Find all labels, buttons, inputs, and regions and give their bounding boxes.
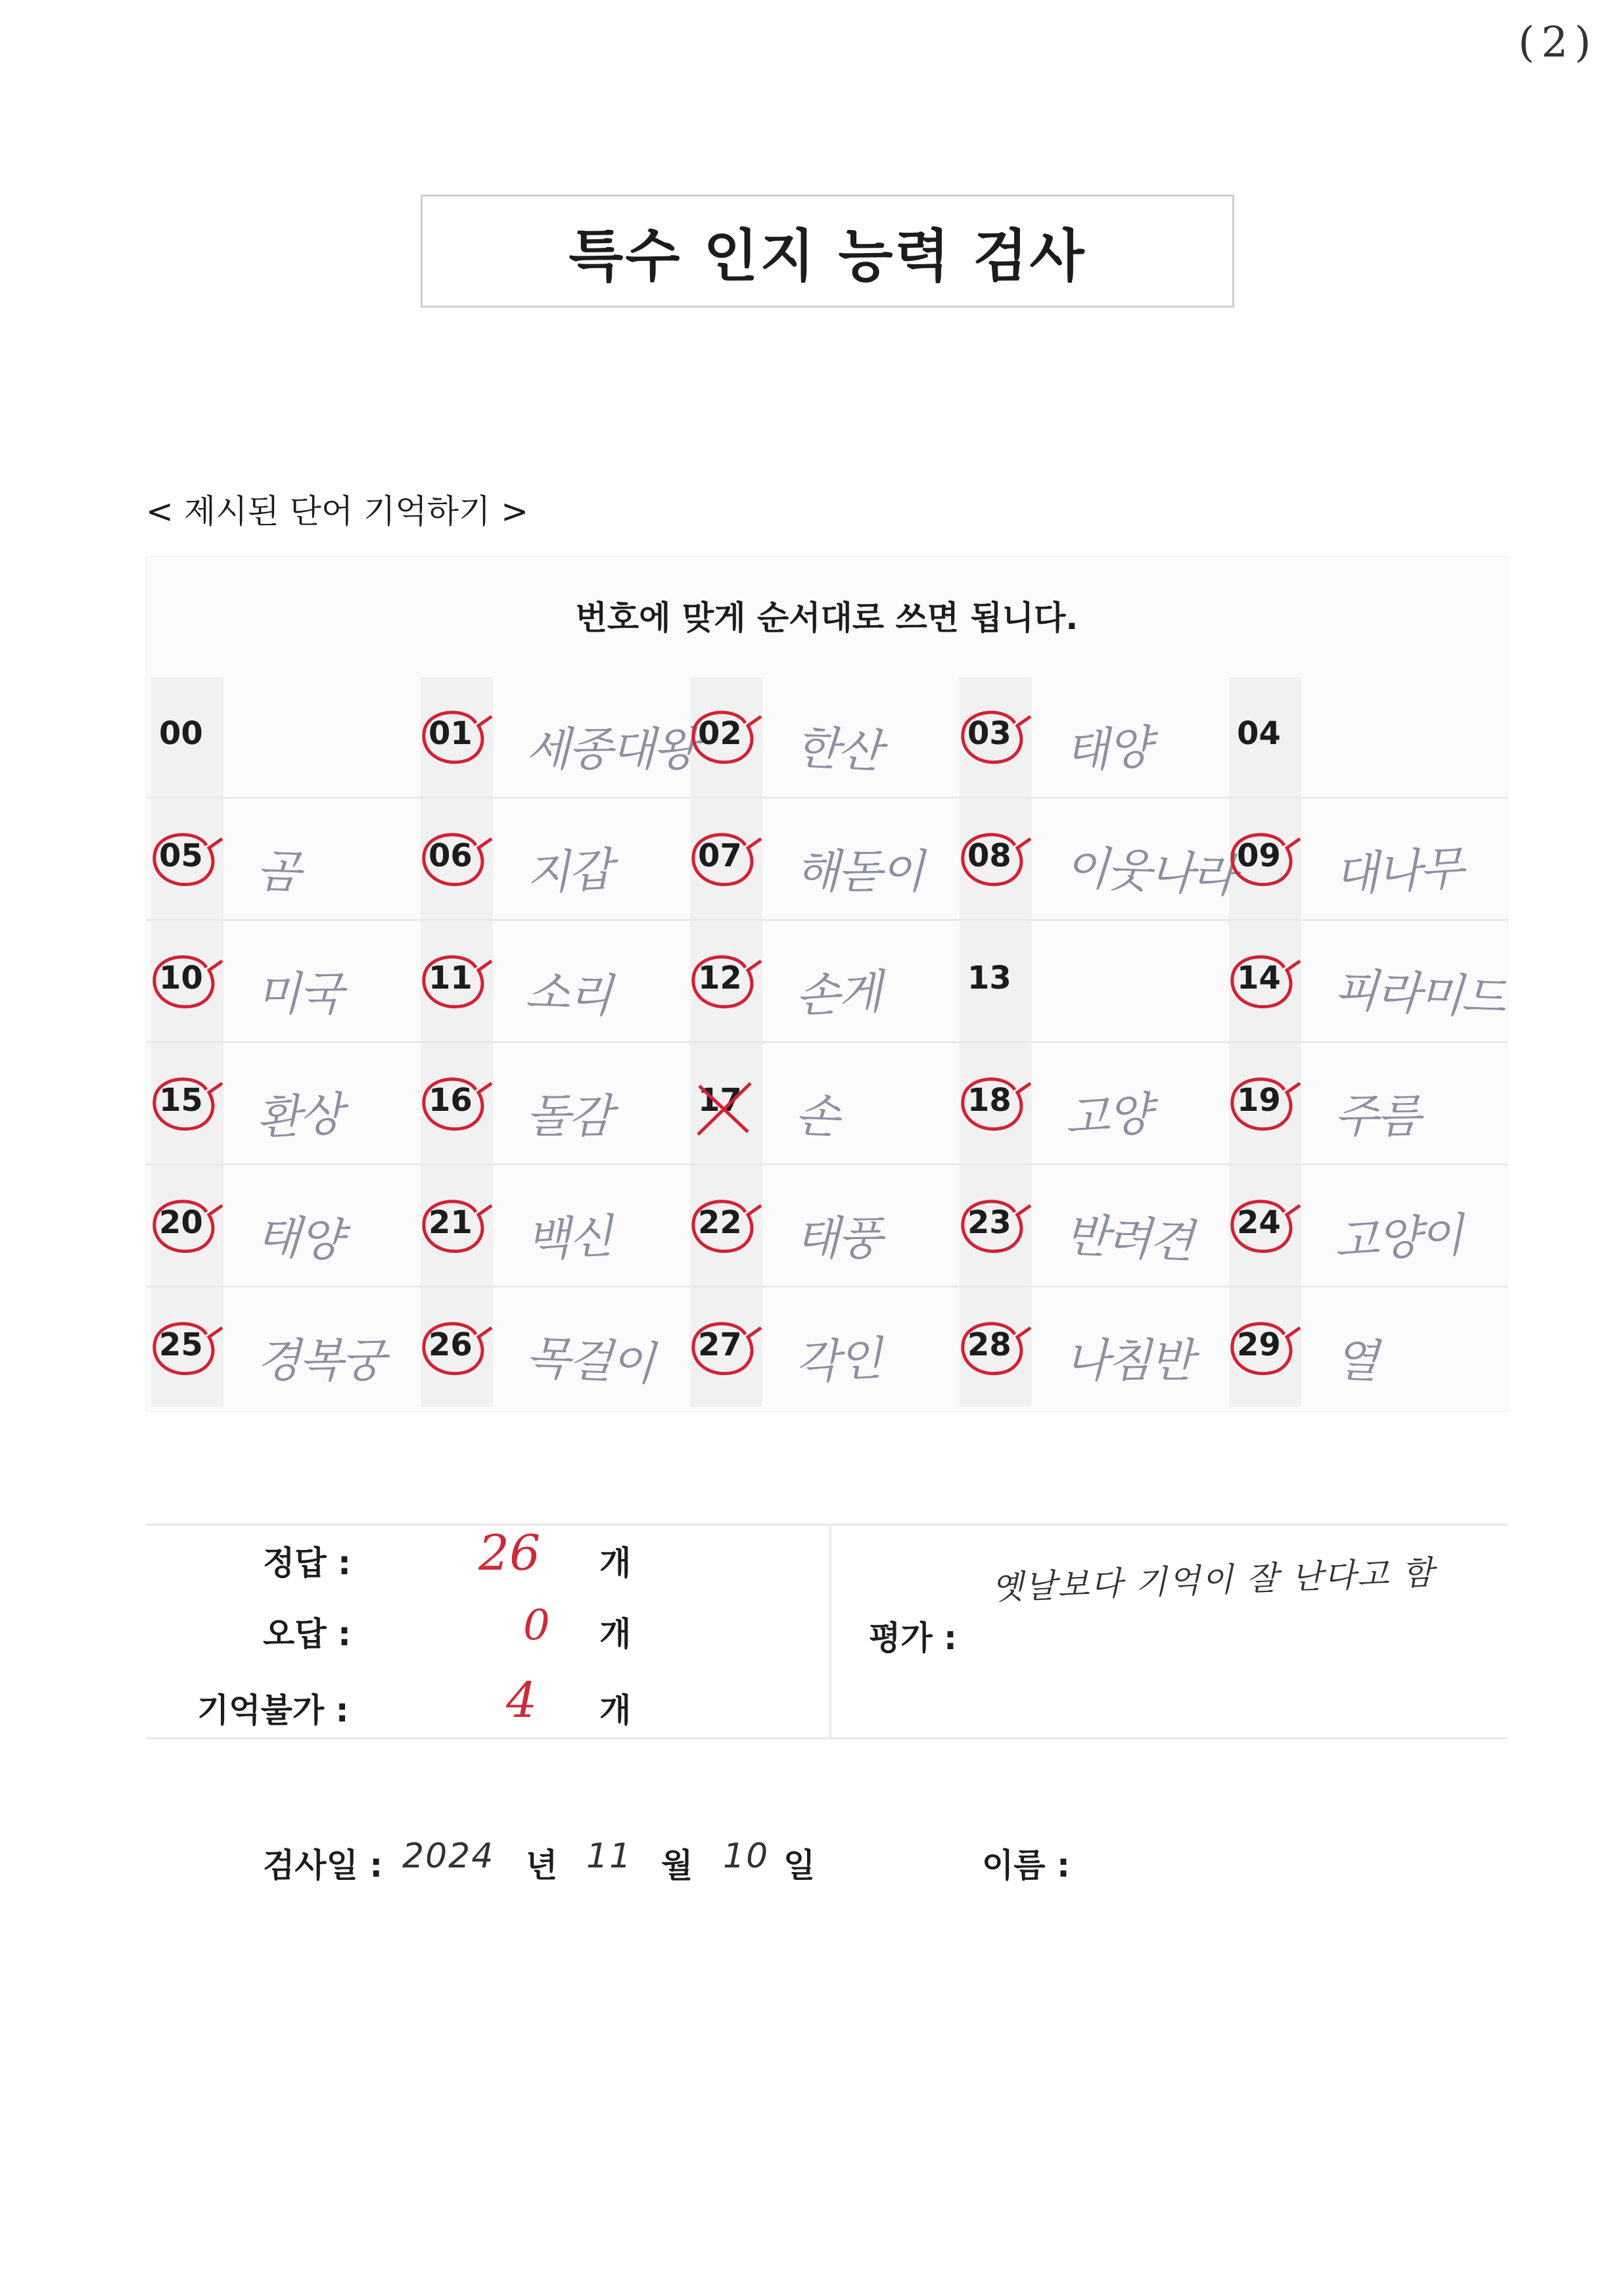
item-number: 03 — [967, 715, 1011, 752]
item-number: 12 — [698, 960, 742, 996]
title-text: 특수 인지 능력 검사 — [568, 223, 1086, 289]
check-circle-icon — [685, 1315, 770, 1394]
item-number: 20 — [159, 1204, 203, 1241]
handwritten-answer: 미국 — [256, 967, 342, 1021]
item-number: 13 — [967, 960, 1011, 996]
item-number: 08 — [967, 837, 1011, 874]
test-year: 2024 — [402, 1837, 495, 1876]
word-cell — [1236, 689, 1498, 794]
handwritten-answer: 돌감 — [526, 1089, 611, 1143]
row-divider — [146, 1041, 1508, 1043]
handwritten-answer: 지갑 — [524, 842, 613, 901]
handwritten-answer: 나침반 — [1065, 1334, 1192, 1388]
test-date-label: 검사일 : — [263, 1846, 383, 1885]
check-circle-icon — [146, 1070, 231, 1149]
check-circle-icon — [415, 1070, 501, 1149]
year-unit: 년 — [526, 1846, 558, 1885]
red-circle-stroke — [154, 1324, 222, 1374]
row-divider — [146, 797, 1508, 799]
item-number: 27 — [698, 1326, 742, 1363]
check-circle-icon — [685, 703, 770, 782]
item-number: 16 — [429, 1082, 473, 1119]
red-circle-stroke — [693, 713, 761, 762]
red-circle-stroke — [1232, 1202, 1300, 1252]
handwritten-answer: 열 — [1332, 1332, 1378, 1389]
item-number: 14 — [1237, 960, 1281, 996]
handwritten-answer: 백신 — [524, 1209, 613, 1268]
check-circle-icon — [1224, 826, 1309, 904]
instructions: 번호에 맞게 순서대로 쓰면 됩니다. — [575, 599, 1079, 637]
item-number: 02 — [698, 715, 742, 752]
check-circle-icon — [954, 826, 1040, 904]
word-cell — [427, 689, 696, 794]
word-cell — [966, 689, 1229, 794]
handwritten-answer: 태양 — [254, 1209, 343, 1268]
item-number: 09 — [1237, 837, 1281, 874]
item-number: 19 — [1237, 1082, 1281, 1119]
check-circle-icon — [146, 1192, 231, 1271]
evaluation-label: 평가 : — [869, 1619, 958, 1657]
word-cell — [427, 811, 690, 916]
red-circle-stroke — [154, 1202, 222, 1252]
forgot-label: 기억불가 : — [197, 1691, 349, 1729]
check-circle-icon — [1224, 948, 1309, 1027]
handwritten-answer: 세종대왕 — [526, 722, 696, 776]
red-circle-stroke — [154, 1079, 222, 1129]
item-number: 21 — [429, 1204, 473, 1241]
check-circle-icon — [685, 948, 770, 1027]
item-number: 01 — [429, 715, 473, 752]
item-number: 04 — [1237, 715, 1281, 752]
check-circle-icon — [685, 826, 770, 904]
red-circle-stroke — [963, 835, 1031, 885]
evaluation-text: 옛날보다 기억이 잘 난다고 함 — [990, 1553, 1436, 1607]
word-cell — [1236, 1300, 1498, 1405]
check-circle-icon — [1224, 1315, 1309, 1394]
handwritten-answer: 손게 — [794, 964, 882, 1023]
check-circle-icon — [954, 1315, 1040, 1394]
item-number: 17 — [698, 1082, 742, 1119]
handwritten-answer: 목걸이 — [524, 1330, 655, 1392]
handwritten-answer: 손 — [793, 1088, 839, 1144]
handwritten-answer: 해돋이 — [795, 845, 923, 899]
cross-mark-icon — [685, 1070, 770, 1149]
check-circle-icon — [1224, 1192, 1309, 1271]
forgot-unit: 개 — [599, 1691, 632, 1729]
handwritten-answer: 피라미드 — [1332, 962, 1506, 1025]
section-heading: < 제시된 단어 기억하기 > — [146, 492, 529, 530]
word-cell — [427, 1178, 690, 1283]
item-number: 25 — [159, 1326, 203, 1363]
test-month: 11 — [586, 1837, 633, 1876]
word-cell — [697, 1056, 960, 1161]
handwritten-answer: 고양이 — [1333, 1207, 1464, 1269]
handwritten-answer: 경복궁 — [256, 1334, 384, 1388]
word-cell — [697, 933, 960, 1039]
word-cell — [158, 1178, 421, 1283]
handwritten-answer: 반려견 — [1063, 1207, 1194, 1269]
red-circle-stroke — [424, 957, 492, 1007]
handwritten-answer: 각인 — [794, 1331, 882, 1390]
item-number: 00 — [159, 715, 203, 752]
word-cell — [158, 1056, 421, 1161]
word-cell — [966, 1056, 1229, 1161]
item-number: 29 — [1237, 1326, 1281, 1363]
red-circle-stroke — [424, 835, 492, 885]
check-circle-icon — [415, 826, 501, 904]
item-number: 06 — [429, 837, 473, 874]
check-circle-icon — [415, 948, 501, 1027]
item-number: 18 — [967, 1082, 1011, 1119]
item-number: 23 — [967, 1204, 1011, 1241]
word-cell — [427, 1056, 690, 1161]
handwritten-answer: 한산 — [793, 720, 882, 779]
word-cell — [158, 933, 421, 1039]
row-divider — [146, 919, 1508, 921]
check-circle-icon — [415, 1315, 501, 1394]
item-number: 05 — [159, 837, 203, 874]
correct-label: 정답 : — [263, 1544, 352, 1582]
correct-count: 26 — [478, 1525, 541, 1581]
item-number: 07 — [698, 837, 742, 874]
page-title — [421, 195, 1234, 308]
check-circle-icon — [954, 1070, 1040, 1149]
day-unit: 일 — [783, 1846, 816, 1885]
red-circle-stroke — [424, 1324, 492, 1374]
red-circle-stroke — [1232, 957, 1300, 1007]
name-label: 이름 : — [982, 1846, 1071, 1885]
check-circle-icon — [146, 1315, 231, 1394]
handwritten-answer: 대나무 — [1333, 841, 1464, 902]
red-circle-stroke — [154, 835, 222, 885]
check-circle-icon — [685, 1192, 770, 1271]
item-number: 10 — [159, 960, 203, 996]
item-number: 22 — [698, 1204, 742, 1241]
red-circle-stroke — [963, 1202, 1031, 1252]
handwritten-answer: 곰 — [254, 843, 300, 900]
score-divider — [829, 1524, 831, 1737]
page-number: (2) — [1518, 18, 1598, 67]
word-cell — [158, 811, 421, 916]
check-circle-icon — [415, 703, 501, 782]
word-cell — [1236, 811, 1498, 916]
word-cell — [427, 1300, 690, 1405]
wrong-label: 오답 : — [263, 1615, 352, 1653]
check-circle-icon — [954, 1192, 1040, 1271]
word-cell — [697, 1300, 960, 1405]
red-circle-stroke — [154, 957, 222, 1007]
word-cell — [158, 1300, 421, 1405]
check-circle-icon — [415, 1192, 501, 1271]
handwritten-answer: 환상 — [255, 1087, 343, 1146]
red-circle-stroke — [693, 835, 761, 885]
handwritten-answer: 고양 — [1063, 1087, 1151, 1146]
check-circle-icon — [146, 826, 231, 904]
test-day: 10 — [723, 1837, 770, 1876]
wrong-unit: 개 — [599, 1615, 632, 1653]
row-divider — [146, 1286, 1508, 1288]
red-circle-stroke — [1232, 1324, 1300, 1374]
word-cell — [697, 811, 960, 916]
handwritten-answer: 이웃나라 — [1063, 840, 1236, 903]
item-number: 24 — [1237, 1204, 1281, 1241]
red-circle-stroke — [424, 1202, 492, 1252]
red-circle-stroke — [1232, 1079, 1300, 1129]
red-circle-stroke — [693, 1202, 761, 1252]
word-cell — [697, 1178, 960, 1283]
red-circle-stroke — [963, 713, 1031, 762]
red-circle-stroke — [963, 1324, 1031, 1374]
item-number: 28 — [967, 1326, 1011, 1363]
wrong-count: 0 — [523, 1601, 550, 1650]
item-number: 15 — [159, 1082, 203, 1119]
word-cell — [1236, 1178, 1498, 1283]
red-circle-stroke — [693, 1324, 761, 1374]
word-cell — [966, 1178, 1229, 1283]
word-cell — [427, 933, 690, 1039]
word-cell — [966, 933, 1229, 1039]
item-number: 26 — [429, 1326, 473, 1363]
row-divider — [146, 1163, 1508, 1165]
red-circle-stroke — [424, 1079, 492, 1129]
red-circle-stroke — [1232, 835, 1300, 885]
word-cell — [1236, 1056, 1498, 1161]
handwritten-answer: 태양 — [1063, 720, 1151, 779]
check-circle-icon — [146, 948, 231, 1027]
word-cell — [966, 1300, 1229, 1405]
red-circle-stroke — [693, 957, 761, 1007]
correct-unit: 개 — [599, 1544, 632, 1582]
word-cell — [1236, 933, 1506, 1039]
check-circle-icon — [954, 703, 1040, 782]
word-cell — [966, 811, 1236, 916]
handwritten-answer: 주름 — [1334, 1089, 1420, 1143]
word-cell — [158, 689, 421, 794]
red-circle-stroke — [963, 1079, 1031, 1129]
month-unit: 월 — [661, 1846, 693, 1885]
check-circle-icon — [1224, 1070, 1309, 1149]
handwritten-answer: 소리 — [524, 964, 613, 1023]
word-cell — [697, 689, 960, 794]
red-circle-stroke — [424, 713, 492, 762]
item-number: 11 — [429, 960, 473, 996]
handwritten-answer: 태풍 — [795, 1211, 881, 1265]
forgot-count: 4 — [506, 1672, 538, 1729]
